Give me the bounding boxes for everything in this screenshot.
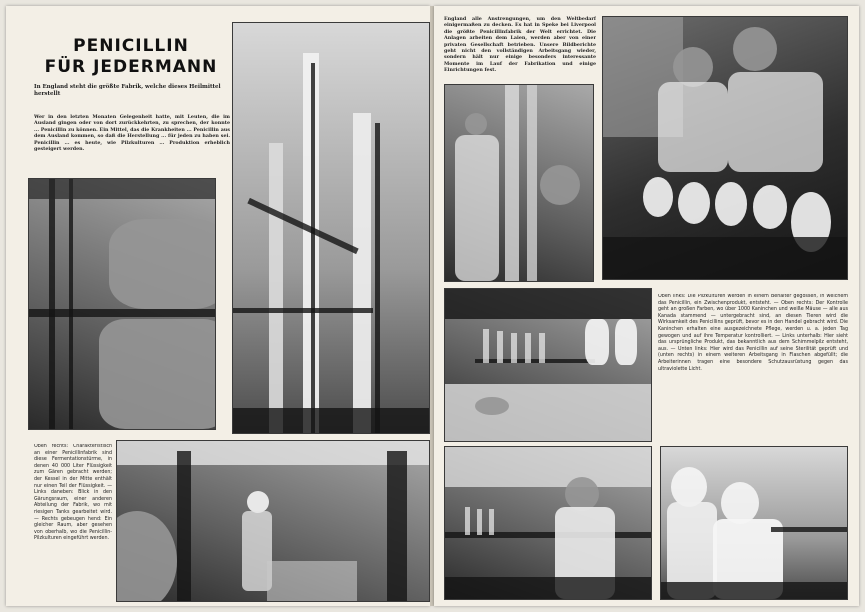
right-page	[434, 6, 859, 606]
photo-penicillin-cultures	[444, 288, 652, 442]
title-line-1: PENICILLIN	[73, 36, 189, 56]
right-intro-text: England alle Anstrengungen, um den Weltbedarf einigermaßen zu decken. Es hat in Speke bei Liverpool die größte Penicillinfabrik der Welt errichtet. Die Anlagen arbeiten dem Laien, werden aber von einer privaten Gesellschaft betrieben. Unsere Bildberichte geht nicht den vollständigen Arbeitsgang wieder, sondern hält nur einige besonders interessante Momente im Lauf der Fabrikation und einige Einrichtungen fest.	[444, 16, 596, 74]
title-line-2: FÜR JEDERMANN	[44, 57, 218, 77]
article-subtitle: In England steht die größte Fabrik, welche dieses Heilmittel herstellt	[34, 84, 221, 97]
intro-text: Wer in den letzten Monaten Gelegenheit hatte, mit Leuten, die im Ausland gingen oder von dort zurückkehrten, zu sprechen, der konnte ... Penicillin zu können. Ein Mittel, das die Krankheiten ... Penicillin aus dem Ausland kommen, so daß die Herstellung ... für jeden zu haben sei. Penicillin ... es heute, wie Pilzkulturen ... Produktion erheblich gesteigert werden.	[34, 114, 230, 153]
photo-lab-technician	[444, 84, 594, 282]
magazine-spread	[6, 6, 859, 606]
left-page	[6, 6, 430, 606]
caption-right-column: Oben links: Die Pilzkulturen werden in einem Behälter gegossen, in welchem das Penicillin, ein Zwischenprodukt, entsteht. — Oben rechts: Der Kontrolle geht an großen Farben, wo über 1000 Kaninchen und weiße Mäuse — alle aus Kanada stammend — untergebracht sind, an diesen Tieren wird die Wirksamkeit des Penicillins geprüft, bevor es in den Handel gebracht wird. Die Kaninchen erhalten eine ausgezeichnete Pflege, werden u. a. jeden Tag gewogen und auf ihre Temperatur kontrolliert. — Links unterhalb: Hier sieht das ursprüngliche Produkt, das bekanntlich aus dem Schimmelpilz entsteht, aus. — Unten links: Hier wird das Penicillin auf seine Sterilität geprüft und (unten rechts) in einem weiteren Arbeitsgang in Flaschen abgefüllt; die Arbeiterinnen tragen eine besondere Schutzausrüstung gegen das ultraviolette Licht.	[658, 294, 848, 372]
article-title	[36, 36, 226, 78]
photo-factory-corridor	[116, 440, 430, 602]
photo-tank-room	[28, 178, 216, 430]
photo-fermentation-towers	[232, 22, 430, 434]
photo-bottling-workers	[660, 446, 848, 600]
photo-sterility-testing	[444, 446, 652, 600]
photo-rabbits-lab	[602, 16, 848, 280]
caption-left-bottom: Oben rechts: Charakteristisch an einer Penicillinfabrik sind diese Fermentationstürme, in denen 40 000 Liter Flüssigkeit zum Gären gebracht werden; der Kessel in der Mitte enthält nur einen Teil der Flüssigkeit. — Links daneben: Blick in den Gärungsraum, einer anderen Abteilung der Fabrik, wo mit riesigen Tanks gearbeitet wird. — Rechts gebeugen hend: Ein gleicher Raum, aber gesehen von oberhalb, wo die Penicillin-Pilzkulturen eingeführt werden.	[34, 444, 112, 542]
